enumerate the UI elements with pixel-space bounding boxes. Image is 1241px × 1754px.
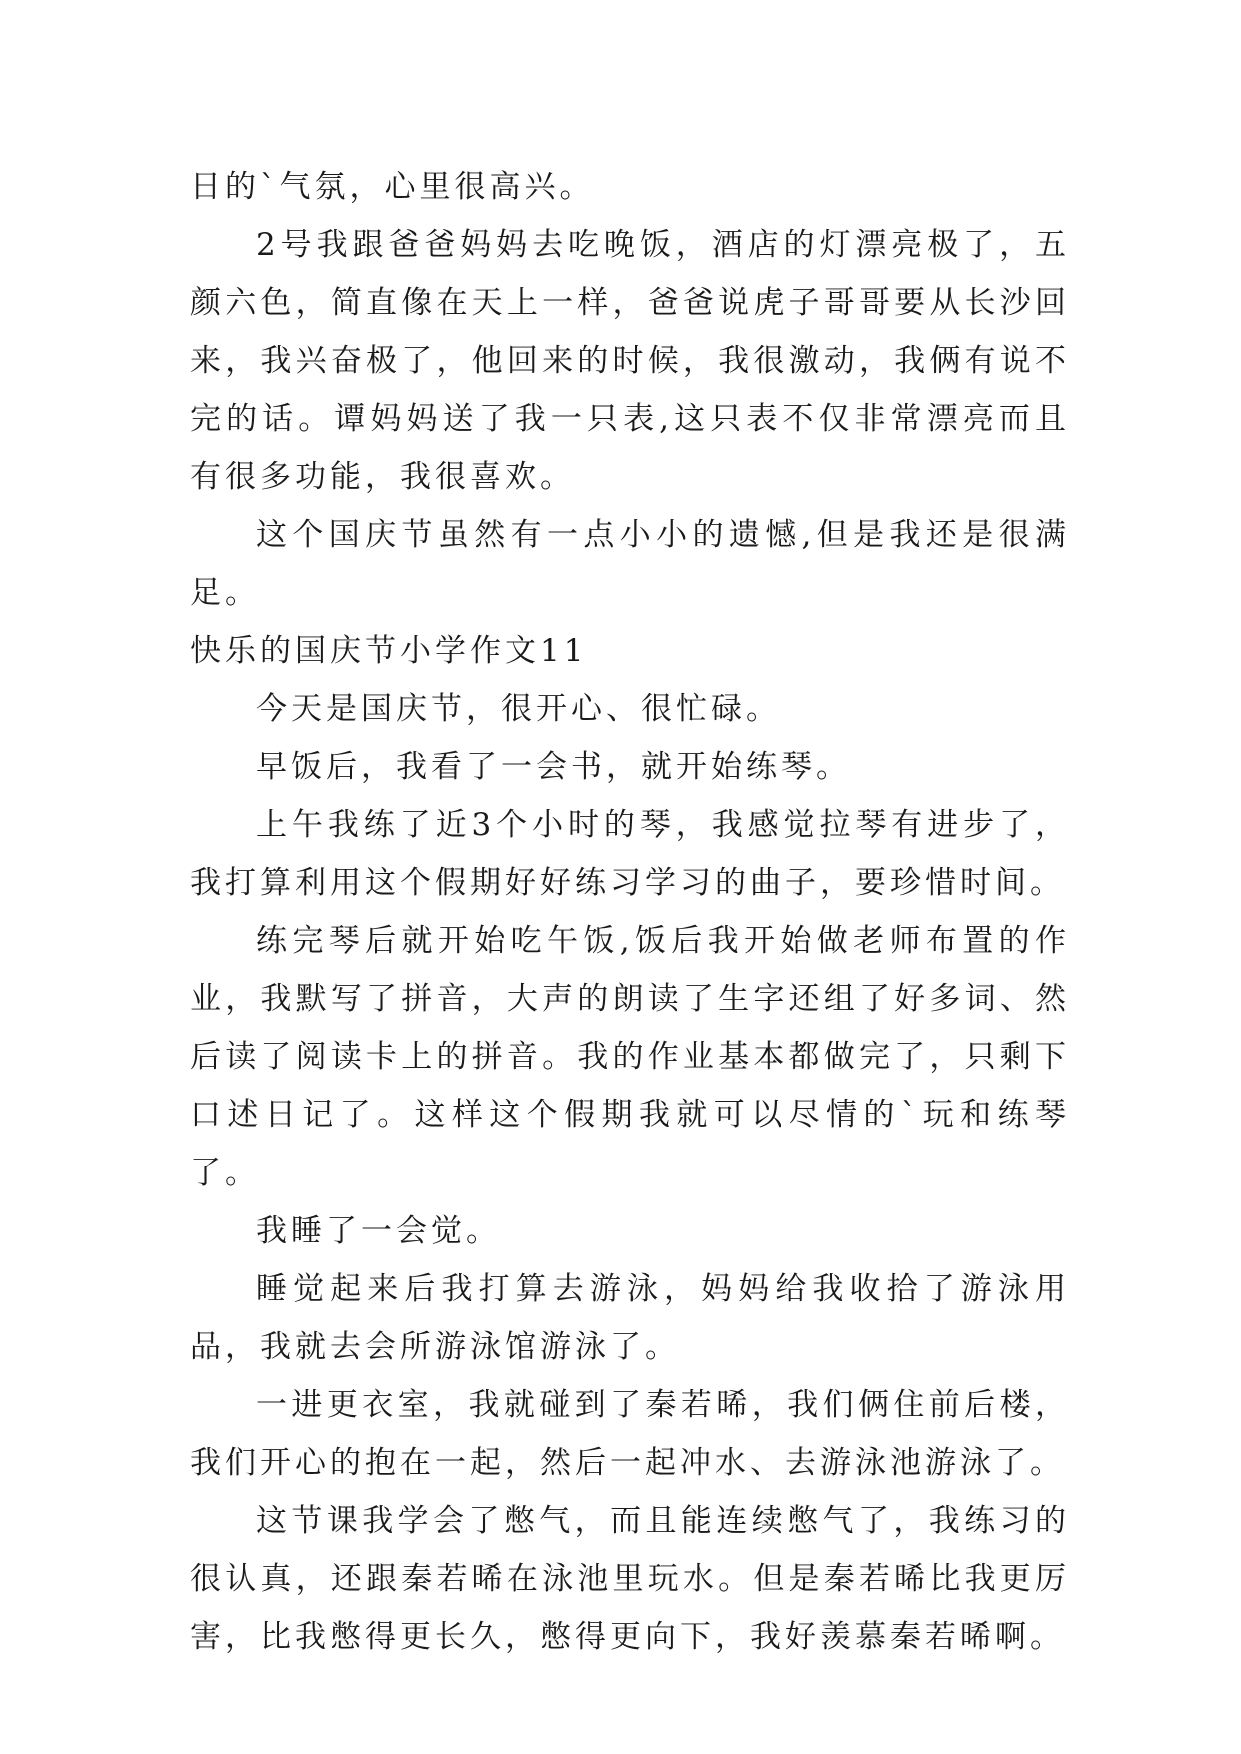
paragraph-5: 今天是国庆节，很开心、很忙碌。 bbox=[256, 691, 781, 727]
essay-title: 快乐的国庆节小学作文11 bbox=[190, 633, 588, 669]
paragraph-10: 睡觉起来后我打算去游泳，妈妈给我收拾了游泳用品，我就去会所游泳馆游泳了。 bbox=[190, 1271, 1070, 1365]
document-body bbox=[190, 158, 1070, 1666]
paragraph-3: 这个国庆节虽然有一点小小的遗憾,但是我还是很满足。 bbox=[190, 517, 1070, 611]
paragraph-9: 我睡了一会觉。 bbox=[256, 1213, 501, 1249]
paragraph-2: 2号我跟爸爸妈妈去吃晚饭，酒店的灯漂亮极了，五颜六色，简直像在天上一样，爸爸说虎子哥哥要从长沙回来，我兴奋极了，他回来的时候，我很激动，我俩有说不完的话。谭妈妈送了我一只表,这只表不仅非常漂亮而且有很多功能，我很喜欢。 bbox=[190, 227, 1070, 495]
paragraph-8: 练完琴后就开始吃午饭,饭后我开始做老师布置的作业，我默写了拼音，大声的朗读了生字还组了好多词、然后读了阅读卡上的拼音。我的作业基本都做完了，只剩下口述日记了。这样这个假期我就可以尽情的`玩和练琴了。 bbox=[190, 923, 1070, 1191]
paragraph-1: 日的`气氛，心里很高兴。 bbox=[190, 169, 595, 205]
paragraph-7: 上午我练了近3个小时的琴，我感觉拉琴有进步了，我打算利用这个假期好好练习学习的曲子，要珍惜时间。 bbox=[190, 807, 1070, 901]
paragraph-6: 早饭后，我看了一会书，就开始练琴。 bbox=[256, 749, 851, 785]
paragraph-12: 这节课我学会了憋气，而且能连续憋气了，我练习的很认真，还跟秦若晞在泳池里玩水。但是秦若晞比我更厉害，比我憋得更长久，憋得更向下，我好羡慕秦若晞啊。 bbox=[190, 1503, 1070, 1655]
paragraph-11: 一进更衣室，我就碰到了秦若晞，我们俩住前后楼，我们开心的抱在一起，然后一起冲水、去游泳池游泳了。 bbox=[190, 1387, 1070, 1481]
